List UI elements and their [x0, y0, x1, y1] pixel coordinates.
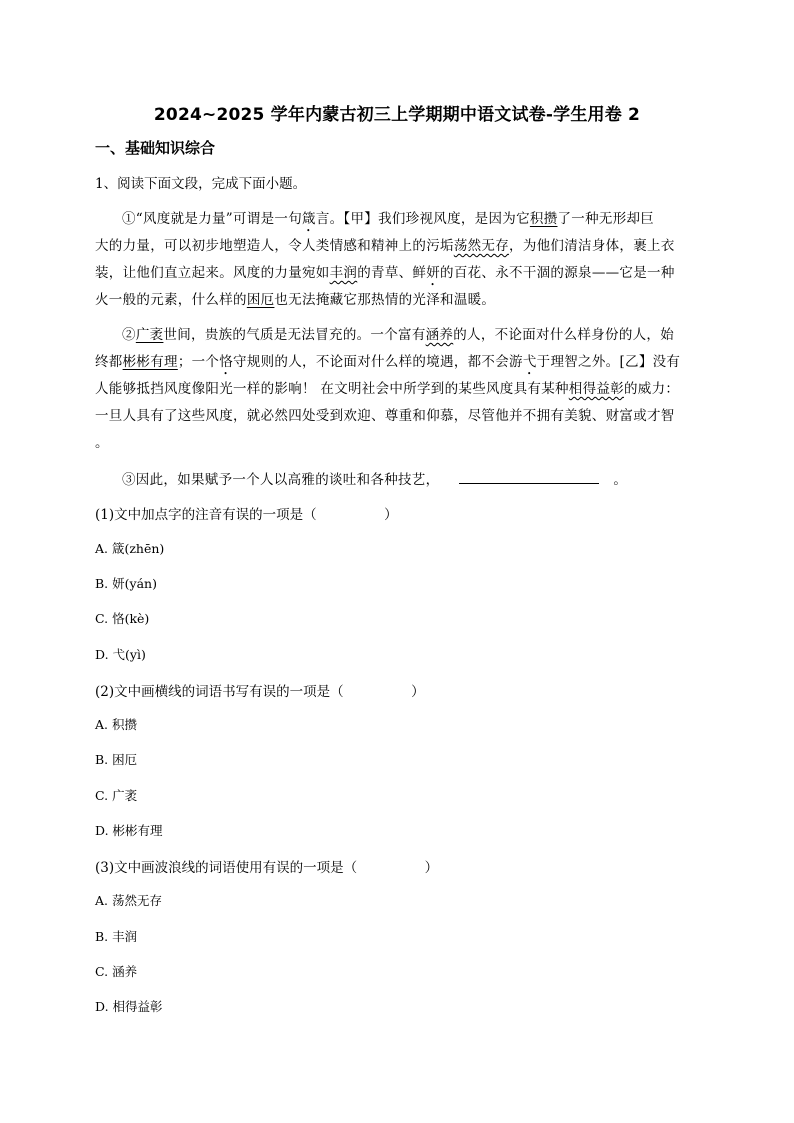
passage-p3-line-1 [122, 468, 627, 488]
question-intro: 1、阅读下面文段，完成下面小题。 [95, 176, 307, 192]
dotted-char: 弋 [522, 354, 537, 370]
passage-text: ，为他们清洁身体，裹上衣 [509, 238, 675, 254]
underlined-word: 困厄 [246, 292, 275, 308]
passage-text: 的百花、永不干涸的源泉——它是一种 [440, 265, 675, 281]
passage-p1-line-1 [122, 207, 654, 235]
section-heading: 一、基础知识综合 [95, 139, 216, 157]
dotted-char: 恪 [219, 354, 234, 370]
passage-text: 的威力： [624, 381, 680, 397]
passage-p2-line-1 [122, 323, 674, 343]
passage-text: 大的力量，可以初步地塑造人，令人类情感和精神上的污垢 [95, 238, 454, 254]
dotted-char: 妍 [426, 265, 441, 281]
passage-p1-line-3 [95, 261, 675, 289]
passage-p1-line-4 [95, 288, 495, 308]
question-stem-1: (1)文中加点字的注音有误的一项是（ ） [95, 507, 398, 523]
question-3-option-d[interactable]: D. 相得益彰 [95, 999, 163, 1014]
question-3-option-c[interactable]: C. 涵养 [95, 964, 138, 979]
passage-text: 人能够抵挡风度像阳光一样的影响！ 在文明社会中所学到的某些风度具有某种 [95, 381, 569, 397]
passage-text: 世间，贵族的气质是无法冒充的。一个富有 [163, 327, 426, 343]
passage-text: ①“风度就是力量”可谓是一句 [122, 211, 303, 227]
wavy-word: 荡然无存 [453, 238, 510, 254]
question-1-option-d[interactable]: D. 弋(yì) [95, 647, 146, 662]
passage-text: 的青草、鲜 [357, 265, 427, 281]
wavy-word: 丰润 [329, 265, 358, 281]
underlined-word: 彬彬有理 [122, 354, 178, 370]
wavy-word: 涵养 [425, 327, 454, 343]
question-2-option-b[interactable]: B. 困厄 [95, 752, 138, 767]
passage-text: 终都 [95, 354, 123, 370]
question-1-option-b[interactable]: B. 妍(yán) [95, 576, 157, 591]
underlined-word: 广袤 [135, 327, 164, 343]
wavy-word: 相得益彰 [568, 381, 624, 397]
passage-text: 也无法掩藏它那热情的光泽和温暖。 [274, 292, 496, 308]
passage-text: 言。【甲】我们珍视风度，是因为它 [315, 211, 530, 227]
question-stem-3: (3)文中画波浪线的词语使用有误的一项是（ ） [95, 860, 439, 876]
underlined-word: 积攒 [529, 211, 558, 227]
question-3-option-a[interactable]: A. 荡然无存 [95, 893, 162, 908]
question-1-option-c[interactable]: C. 恪(kè) [95, 611, 150, 626]
passage-p2-line-2 [95, 350, 680, 378]
question-2-option-a[interactable]: A. 积攒 [95, 717, 137, 732]
passage-p2-line-5: 。 [95, 435, 109, 451]
passage-text: 了一种无形却巨 [557, 211, 655, 227]
passage-p1-line-2 [95, 234, 675, 254]
passage-text: 火一般的元素，什么样的 [95, 292, 247, 308]
passage-text: ；一个 [177, 354, 220, 370]
passage-text: 。 [613, 472, 628, 488]
passage-text: ② [122, 327, 136, 343]
question-stem-2: (2)文中画横线的词语书写有误的一项是（ ） [95, 684, 425, 700]
passage-p2-line-3 [95, 377, 679, 397]
passage-text: 的人，不论面对什么样身份的人，始 [453, 327, 675, 343]
question-2-option-d[interactable]: D. 彬彬有理 [95, 823, 163, 838]
passage-text: 装，让他们直立起来。风度的力量宛如 [95, 265, 330, 281]
question-2-option-c[interactable]: C. 广袤 [95, 788, 138, 803]
fill-in-blank[interactable] [459, 471, 599, 484]
passage-text: ③因此，如果赋予一个人以高雅的谈吐和各种技艺， [122, 472, 440, 488]
page-title: 2024~2025 学年内蒙古初三上学期期中语文试卷-学生用卷 2 [153, 105, 641, 125]
passage-p2-line-4: 一旦人具有了这些风度，就必然四处受到欢迎、尊重和仰慕，尽管他并不拥有美貌、财富或才智 [95, 408, 675, 424]
dotted-char: 箴 [302, 211, 316, 227]
question-3-option-b[interactable]: B. 丰润 [95, 929, 138, 944]
question-1-option-a[interactable]: A. 箴(zhēn) [95, 541, 165, 556]
passage-text: 于理智之外。[乙】没有 [536, 354, 681, 370]
passage-text: 守规则的人，不论面对什么样的境遇，都不会游 [233, 354, 523, 370]
